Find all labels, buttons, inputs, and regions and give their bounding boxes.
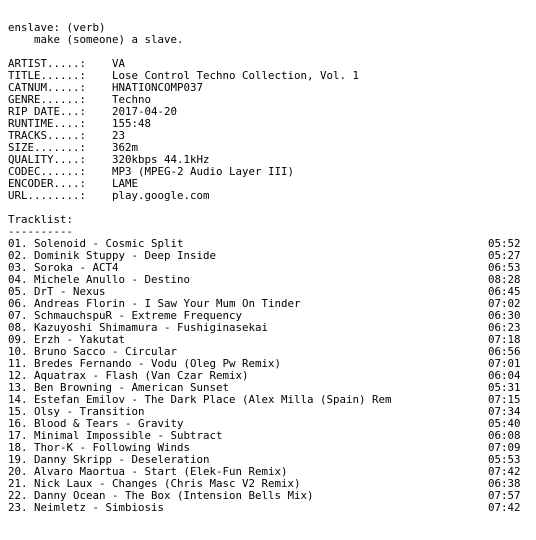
track-row <box>8 322 532 334</box>
field-key: RIP DATE...: <box>8 106 87 118</box>
track-row <box>8 502 532 514</box>
track-duration: 06:45 <box>488 286 521 298</box>
track-row <box>8 262 532 274</box>
track-row <box>8 286 532 298</box>
track-title: 23. Neimletz - Simbiosis <box>8 502 165 514</box>
field-rip-date <box>8 106 532 118</box>
track-row <box>8 442 532 454</box>
tracklist <box>8 238 532 514</box>
track-duration: 05:52 <box>488 238 521 250</box>
track-row <box>8 358 532 370</box>
track-title: 14. Estefan Emilov - The Dark Place (Alex Milla (Spain) Rem <box>8 394 392 406</box>
track-row <box>8 346 532 358</box>
field-genre <box>8 94 532 106</box>
track-row <box>8 250 532 262</box>
track-duration: 06:38 <box>488 478 521 490</box>
track-title: 09. Erzh - Yakutat <box>8 334 126 346</box>
track-row <box>8 466 532 478</box>
field-url <box>8 190 532 202</box>
track-duration: 06:30 <box>488 310 521 322</box>
track-row <box>8 370 532 382</box>
track-row <box>8 334 532 346</box>
track-row <box>8 310 532 322</box>
track-row <box>8 478 532 490</box>
field-value: LAME <box>112 178 139 190</box>
field-value: VA <box>112 58 126 70</box>
track-title: 10. Bruno Sacco - Circular <box>8 346 178 358</box>
track-row <box>8 490 532 502</box>
track-row <box>8 382 532 394</box>
field-value: 2017-04-20 <box>112 106 178 118</box>
track-title: 19. Danny Skripp - Deseleration <box>8 454 210 466</box>
track-row <box>8 406 532 418</box>
track-duration: 05:53 <box>488 454 521 466</box>
track-title: 20. Alvaro Maortua - Start (Elek-Fun Remix) <box>8 466 288 478</box>
track-duration: 07:34 <box>488 406 521 418</box>
track-duration: 07:02 <box>488 298 521 310</box>
track-title: 13. Ben Browning - American Sunset <box>8 382 230 394</box>
track-duration: 06:08 <box>488 430 521 442</box>
track-title: 06. Andreas Florin - I Saw Your Mum On Tinder <box>8 298 301 310</box>
track-title: 11. Bredes Fernando - Vodu (Oleg Pw Remix) <box>8 358 282 370</box>
field-title <box>8 70 532 82</box>
track-duration: 07:18 <box>488 334 521 346</box>
field-value: 155:48 <box>112 118 152 130</box>
nfo-document <box>8 22 532 514</box>
field-key: SIZE.......: <box>8 142 87 154</box>
track-duration: 07:57 <box>488 490 521 502</box>
field-artist <box>8 58 532 70</box>
field-encoder <box>8 178 532 190</box>
track-title: 22. Danny Ocean - The Box (Intension Bells Mix) <box>8 490 314 502</box>
track-row <box>8 298 532 310</box>
track-row <box>8 418 532 430</box>
definition-headword: enslave: (verb) <box>8 22 106 34</box>
track-duration: 07:09 <box>488 442 521 454</box>
field-key: ARTIST.....: <box>8 58 87 70</box>
field-key: GENRE......: <box>8 94 87 106</box>
track-row <box>8 454 532 466</box>
track-title: 16. Blood & Tears - Gravity <box>8 418 184 430</box>
field-value: HNATIONCOMP037 <box>112 82 204 94</box>
track-duration: 06:04 <box>488 370 521 382</box>
field-tracks <box>8 130 532 142</box>
track-title: 05. DrT - Nexus <box>8 286 106 298</box>
track-title: 01. Solenoid - Cosmic Split <box>8 238 184 250</box>
field-value: 362m <box>112 142 139 154</box>
track-title: 17. Minimal Impossible - Subtract <box>8 430 223 442</box>
field-key: RUNTIME....: <box>8 118 87 130</box>
tracklist-heading: Tracklist: <box>8 214 74 226</box>
track-row <box>8 394 532 406</box>
field-value: Techno <box>112 94 152 106</box>
track-duration: 05:31 <box>488 382 521 394</box>
track-duration: 07:42 <box>488 502 521 514</box>
track-title: 21. Nick Laux - Changes (Chris Masc V2 Remix) <box>8 478 301 490</box>
field-key: URL........: <box>8 190 87 202</box>
track-duration: 05:40 <box>488 418 521 430</box>
field-value: 23 <box>112 130 126 142</box>
field-value: MP3 (MPEG-2 Audio Layer III) <box>112 166 295 178</box>
field-value: 320kbps 44.1kHz <box>112 154 210 166</box>
track-title: 15. Olsy - Transition <box>8 406 145 418</box>
track-title: 18. Thor-K - Following Winds <box>8 442 191 454</box>
field-key: QUALITY....: <box>8 154 87 166</box>
tracklist-underline: ---------- <box>8 226 74 238</box>
track-title: 04. Michele Anullo - Destino <box>8 274 191 286</box>
track-title: 02. Dominik Stuppy - Deep Inside <box>8 250 217 262</box>
field-quality <box>8 154 532 166</box>
track-row <box>8 238 532 250</box>
track-duration: 07:01 <box>488 358 521 370</box>
field-key: TITLE......: <box>8 70 87 82</box>
track-duration: 07:42 <box>488 466 521 478</box>
spacer <box>8 202 532 214</box>
track-duration: 08:28 <box>488 274 521 286</box>
field-value: play.google.com <box>112 190 210 202</box>
field-key: ENCODER....: <box>8 178 87 190</box>
field-codec <box>8 166 532 178</box>
track-duration: 06:23 <box>488 322 521 334</box>
field-key: CODEC......: <box>8 166 87 178</box>
field-size <box>8 142 532 154</box>
track-duration: 06:56 <box>488 346 521 358</box>
field-catnum <box>8 82 532 94</box>
track-title: 08. Kazuyoshi Shimamura - Fushiginasekai <box>8 322 269 334</box>
track-title: 07. SchmauchspuR - Extreme Frequency <box>8 310 243 322</box>
field-runtime <box>8 118 532 130</box>
track-row <box>8 430 532 442</box>
track-duration: 07:15 <box>488 394 521 406</box>
field-key: CATNUM.....: <box>8 82 87 94</box>
track-title: 03. Soroka - ACT4 <box>8 262 119 274</box>
field-value: Lose Control Techno Collection, Vol. 1 <box>112 70 360 82</box>
field-key: TRACKS.....: <box>8 130 87 142</box>
release-info <box>8 58 532 202</box>
track-duration: 06:53 <box>488 262 521 274</box>
track-row <box>8 274 532 286</box>
track-title: 12. Aquatrax - Flash (Van Czar Remix) <box>8 370 249 382</box>
spacer <box>8 46 532 58</box>
track-duration: 05:27 <box>488 250 521 262</box>
definition-meaning: make (someone) a slave. <box>8 34 184 46</box>
